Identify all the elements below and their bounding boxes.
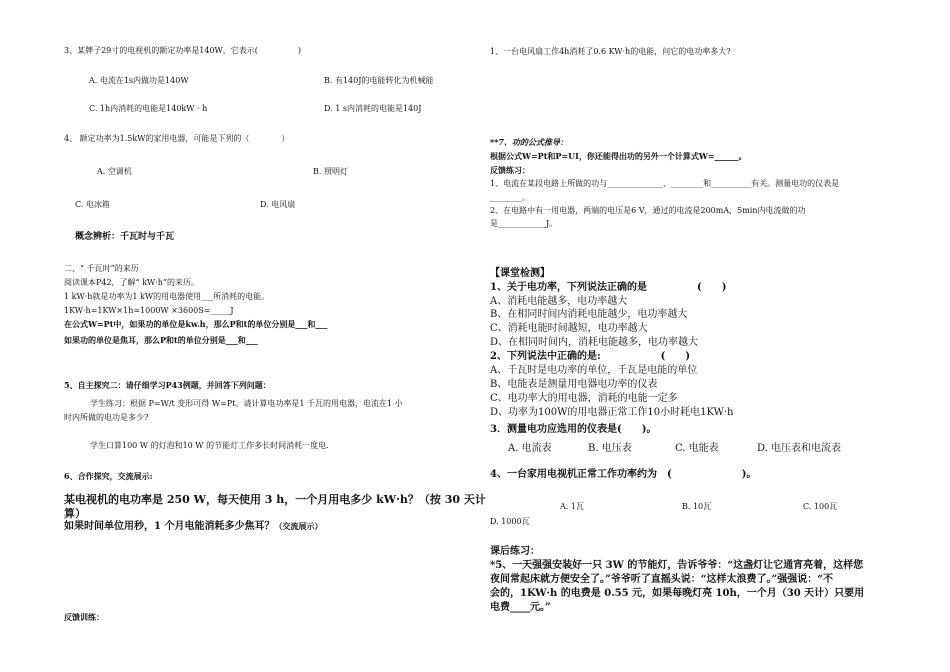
test-q1-option-c: C、消耗电能时间越短，电功率越大 xyxy=(490,323,648,334)
section-6-question-2-text: 如果时间单位用秒，1 个月电能消耗多少焦耳？ xyxy=(64,521,275,532)
q4-option-b: B. 照明灯 xyxy=(313,167,348,176)
q3-option-c: C. 1h内消耗的电能是140kW · h xyxy=(89,104,208,113)
right-question-1: 1、一台电风扇工作4h消耗了0.6 KW·h的电能，问它的电功率多大? xyxy=(490,47,731,56)
q3-option-a: A. 电流在1s内做功是140W xyxy=(89,76,189,85)
test-q2-option-a: A、千瓦时是电功率的单位，千瓦是电能的单位 xyxy=(490,365,698,376)
test-q4-option-c: C. 100瓦 xyxy=(803,502,838,511)
q3-option-b: B. 有140J的电能转化为机械能 xyxy=(324,76,434,85)
section-2-conversion: 1KW·h=1KW×1h=1000W ×3600S=_____J xyxy=(64,306,234,315)
test-q3-option-d: D. 电压表和电流表 xyxy=(757,443,842,454)
feedback-practice-title: 反馈练习： xyxy=(490,165,530,175)
test-q3-option-c: C. 电能表 xyxy=(675,443,719,454)
after-class-q5-line2: 夜间常起床就方便安全了。”爷爷听了直摇头说：“这样太浪费了。”强强说：“不 xyxy=(490,574,834,585)
section-6-question: 某电视机的电功率是 250 W，每天使用 3 h，一个月用电多少 kW·h？（按 30 天计 xyxy=(64,493,486,506)
section-2-title: 二、“ 千瓦时”的来历 xyxy=(64,264,139,273)
test-q4-option-d: D. 1000瓦 xyxy=(490,517,530,526)
feedback-2: 2、在电路中有一用电器，两端的电压是6 V，通过的电流是200mA，5min内电流做的功 xyxy=(490,206,806,215)
section-5-title: 5、自主探究二：请仔细学习P43例题，并回答下列问题： xyxy=(64,380,271,390)
section-2-units-kwh: 在公式W=Pt中，如果功的单位是kw.h，那么P和t的单位分别是___和___ xyxy=(64,319,328,329)
feedback-2-cont: 是____________J。 xyxy=(490,219,558,228)
test-q2-option-b: B、电能表是测量用电器电功率的仪表 xyxy=(490,379,658,390)
test-q2-option-c: C、电功率大的用电器，消耗的电能一定多 xyxy=(490,393,678,404)
section-5-practice-cont: 时内所做的电功是多少? xyxy=(64,413,149,422)
test-question-1: 1、关于电功率，下列说法正确的是 ( ) xyxy=(490,282,727,293)
section-7-title: **7、功的公式推导： xyxy=(490,137,568,147)
section-2-read: 阅读课本P42，了解“ kW·h”的来历。 xyxy=(64,278,200,287)
test-question-2: 2、下列说法中正确的是: ( ) xyxy=(490,351,691,362)
section-2-definition: 1 kW·h就是功率为1 kW的用电器使用___所消耗的电能。 xyxy=(64,292,270,301)
test-question-3: 3．测量电功应选用的仪表是( )。 xyxy=(490,424,657,435)
q4-option-d: D. 电风扇 xyxy=(260,200,296,209)
section-2-units-joule: 如果功的单位是焦耳，那么P和t的单位分别是___和___ xyxy=(64,335,258,345)
test-q3-option-b: B. 电压表 xyxy=(588,443,632,454)
section-6-question-2 xyxy=(64,521,322,534)
test-question-4: 4、一台家用电视机正常工作功率约为 ( )。 xyxy=(490,469,757,480)
test-q1-option-b: B、在相同时间内消耗电能越少，电功率越大 xyxy=(490,309,688,320)
section-6-question-cont: 算） xyxy=(64,507,86,520)
test-q1-option-a: A、消耗电能越多，电功率越大 xyxy=(490,296,628,307)
feedback-1-cont: ________。 xyxy=(490,193,530,202)
section-7-question: 根据公式W=Pt和P=UI，你还能得出功的另外一个计算式W=______。 xyxy=(490,151,747,161)
feedback-title: 反馈训练： xyxy=(64,612,104,622)
test-q3-option-a: A. 电流表 xyxy=(508,443,552,454)
section-6-note: （交流展示） xyxy=(274,521,323,531)
section-5-oral: 学生口算100 W 的灯泡和10 W 的节能灯工作多长时间消耗一度电. xyxy=(90,441,329,450)
concept-text: 概念辨析：千瓦时与千瓦 xyxy=(75,232,175,242)
q4-option-c: C. 电冰箱 xyxy=(75,200,110,209)
q4-option-a: A. 空调机 xyxy=(97,167,132,176)
section-6-title: 6、合作探究，交流展示: xyxy=(64,471,153,481)
after-class-q5-line1: *5、一天强强安装好一只 3W 的节能灯，告诉爷爷：“这盏灯让它通宵亮着，这样您 xyxy=(490,560,864,571)
after-class-q5-line3: 会的，1KW·h 的电费是 0.55 元，如果每晚灯亮 10h，一个月（30 天计）只要用 xyxy=(490,588,865,599)
test-q4-option-a: A. 1瓦 xyxy=(560,502,584,511)
q3-option-d: D. 1 s内消耗的电能是140J xyxy=(324,104,422,113)
section-5-practice: 学生练习：根据 P=W/t 变形可得 W=Pt。请计算电功率是1 千瓦的用电器，电流在1 小 xyxy=(90,399,403,408)
feedback-1: 1、电流在某段电路上所做的功与______________、________和__________有关。测量电功的仪表是 xyxy=(490,179,840,188)
after-class-title: 课后练习： xyxy=(490,546,540,557)
question-3: 3、某牌子29寸的电视机的额定功率是140W，它表示( ) xyxy=(64,46,302,55)
concept-heading xyxy=(75,232,174,243)
test-q2-option-d: D、功率为100W的用电器正常工作10小时耗电1KW·h xyxy=(490,407,734,418)
question-4: 4、 额定功率为1.5kW的家用电器，可能是下列的（ ） xyxy=(64,134,290,143)
after-class-q5-line4: 电费____元。” xyxy=(490,602,551,613)
test-q4-option-b: B. 10瓦 xyxy=(682,502,712,511)
test-q1-option-d: D、在相同时间内，消耗电能越多，电功率越大 xyxy=(490,337,699,348)
class-test-title: 【课堂检测】 xyxy=(490,268,550,279)
